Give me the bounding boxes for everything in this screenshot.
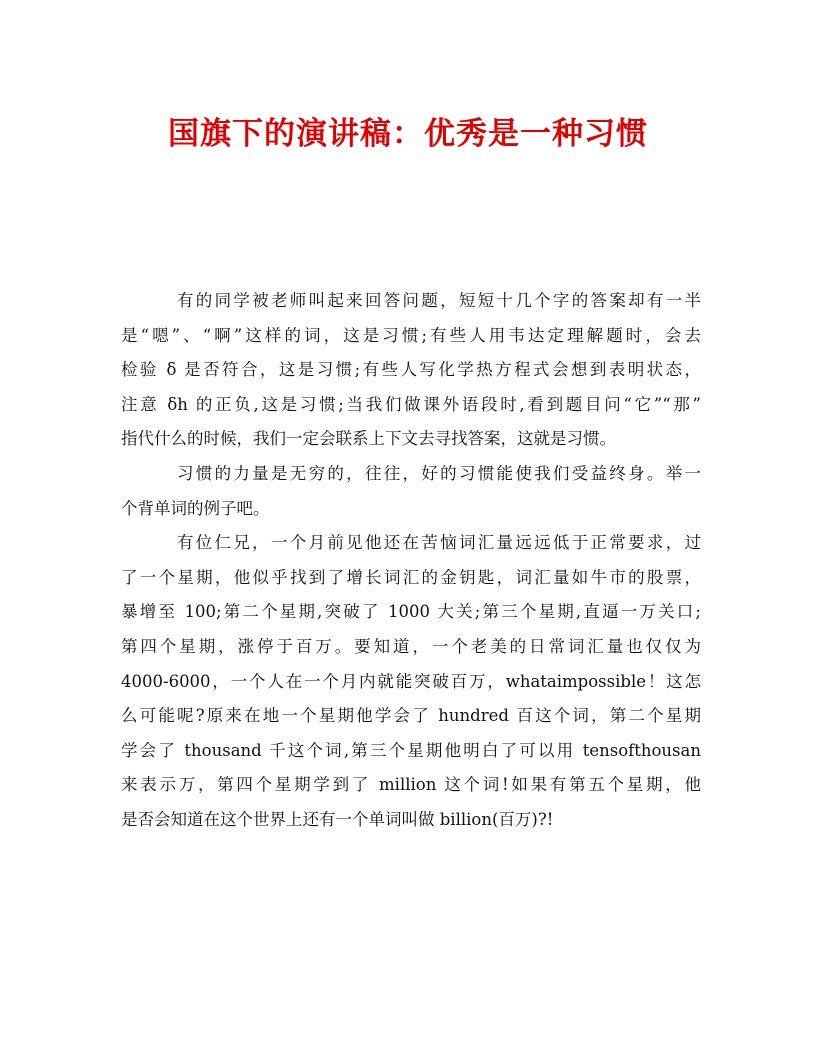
text-line: 是否会知道在这个世界上还有一个单词叫做 billion(百万)?! (121, 809, 554, 829)
text-line: 了一个星期，他似乎找到了增长词汇的金钥匙，词汇量如牛市的股票， (121, 567, 701, 587)
text-line: 么可能呢?原来在地一个星期他学会了 hundred 百这个词，第二个星期 (121, 706, 701, 726)
text-line: 暴增至 100;第二个星期,突破了 1000 大关;第三个星期,直逼一万关口; (121, 602, 701, 622)
text-line: 4000-6000，一个人在一个月内就能突破百万，whataimpossible！这怎 (121, 671, 701, 691)
document-body (121, 284, 701, 838)
text-line: 指代什么的时候，我们一定会联系上下文去寻找答案，这就是习惯。 (121, 429, 616, 449)
text-line: 个背单词的例子吧。 (121, 498, 270, 518)
paragraph (121, 526, 701, 837)
text-line: 注意 δh 的正负,这是习惯;当我们做课外语段时,看到题目问“它”“那” (121, 394, 701, 414)
text-line: 学会了 thousand 千这个词,第三个星期他明白了可以用 tensofthousan (121, 740, 701, 760)
text-line: 检验 δ 是否符合，这是习惯;有些人写化学热方程式会想到表明状态， (121, 360, 701, 380)
text-line: 习惯的力量是无穷的，往往，好的习惯能使我们受益终身。举一 (177, 463, 701, 483)
text-line: 来表示万，第四个星期学到了 million 这个词!如果有第五个星期，他 (121, 775, 701, 795)
text-line: 第四个星期，涨停于百万。要知道，一个老美的日常词汇量也仅仅为 (121, 636, 701, 656)
page-title: 国旗下的演讲稿：优秀是一种习惯 (168, 116, 648, 152)
text-line: 有的同学被老师叫起来回答问题，短短十几个字的答案却有一半 (177, 291, 701, 310)
paragraph (121, 457, 701, 526)
text-line: 是“嗯”、“啊”这样的词，这是习惯;有些人用韦达定理解题时，会去 (121, 325, 701, 345)
text-line: 有位仁兄，一个月前见他还在苦恼词汇量远远低于正常要求，过 (177, 533, 701, 553)
paragraph (121, 284, 701, 457)
